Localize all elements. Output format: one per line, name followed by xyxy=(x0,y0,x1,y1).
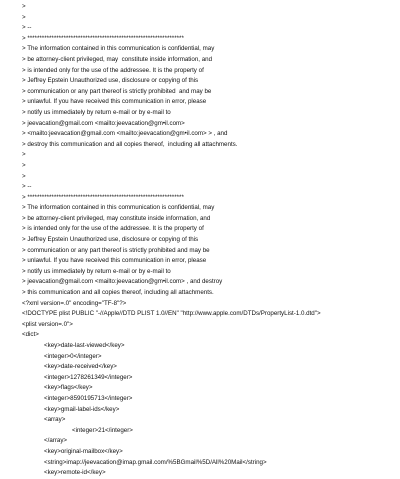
document-line: > -- xyxy=(22,183,32,191)
document-line: <key>gmail-label-ids</key> xyxy=(44,405,120,413)
document-line: > jeevacation@gmail.com <mailto:jeevacation@gm•il.com> xyxy=(22,119,185,127)
document-line: > destroy this communication and all copies thereof, including all attachments. xyxy=(22,140,238,148)
document-line: > notify us immediately by return e-mail or by e-mail to xyxy=(22,267,171,275)
document-line: <plist version=.0"> xyxy=(22,320,73,328)
document-line: > xyxy=(22,161,26,169)
document-line: > Jeffrey Epstein Unauthorized use, disclosure or copying of this xyxy=(22,236,199,244)
document-line: > xyxy=(22,3,26,10)
document-line: > notify us immediately by return e-mail or by e-mail to xyxy=(22,108,171,116)
document-line: <string>imap://jeevacation@imap.gmail.com/%5BGmail%5D/All%20Mail</string> xyxy=(44,458,267,466)
document-line: <integer>8590195713</integer> xyxy=(44,394,133,402)
document-line: > unlawful. If you have received this communication in error, please xyxy=(22,257,207,265)
document-line: > this communication and all copies thereof, including all attachments. xyxy=(22,289,214,297)
document-line: > Jeffrey Epstein Unauthorized use, disclosure or copying of this xyxy=(22,77,199,85)
document-line: <?xml version=.0" encoding="TF-8"?> xyxy=(22,299,127,307)
document-line: > xyxy=(22,151,26,159)
document-line: <integer>1278261349</integer> xyxy=(44,373,133,381)
document-line: > The information contained in this communication is confidential, may xyxy=(22,45,215,53)
document-line: > The information contained in this communication is confidential, may xyxy=(22,204,215,212)
document-line: > is intended only for the use of the addressee. It is the property of xyxy=(22,225,204,233)
document-line: <integer>0</integer> xyxy=(44,352,102,360)
document-line: > <mailto:jeevacation@gmail.com <mailto:jeevacation@gm•il.com> > , and xyxy=(22,130,228,138)
document-line: </array> xyxy=(44,437,68,445)
document-line: <key>date-received</key> xyxy=(44,363,117,371)
document-line: > is intended only for the use of the addressee. It is the property of xyxy=(22,66,204,74)
document-line: > ***************************************************************** xyxy=(22,34,184,42)
document-line: > ***************************************************************** xyxy=(22,193,184,201)
document-line: <key>original-mailbox</key> xyxy=(44,447,123,455)
document-line: > unlawful. If you have received this communication in error, please xyxy=(22,98,207,106)
document-line: <!DOCTYPE plist PUBLIC "-//Apple//DTD PLIST 1.0//EN" "http://www.apple.com/DTDs/PropertyList-1.0.dtd"> xyxy=(22,310,321,318)
document-line: > be attorney-client privileged, may constitute inside information, and xyxy=(22,55,213,63)
document-line: <integer>21</integer> xyxy=(72,426,133,434)
document-line: <key>remote-id</key> xyxy=(44,469,106,477)
document-line: > xyxy=(22,13,26,21)
document-line: > -- xyxy=(22,24,32,32)
document-line: > communication or any part thereof is strictly prohibited and may be xyxy=(22,246,210,254)
document-line: > jeevacation@gmail.com <mailto:jeevacation@gm•il.com> , and destroy xyxy=(22,278,223,286)
document-line: > communication or any part thereof is strictly prohibited and may be xyxy=(22,87,212,95)
document-line: > be attorney-client privileged, may constitute inside information, and xyxy=(22,214,211,222)
document-line: > xyxy=(22,172,26,180)
document-line: <key>date-last-viewed</key> xyxy=(44,342,125,349)
document-line: <array> xyxy=(44,416,66,424)
document-line: <key>flags</key> xyxy=(44,384,93,392)
document-line: <dict> xyxy=(22,331,39,339)
